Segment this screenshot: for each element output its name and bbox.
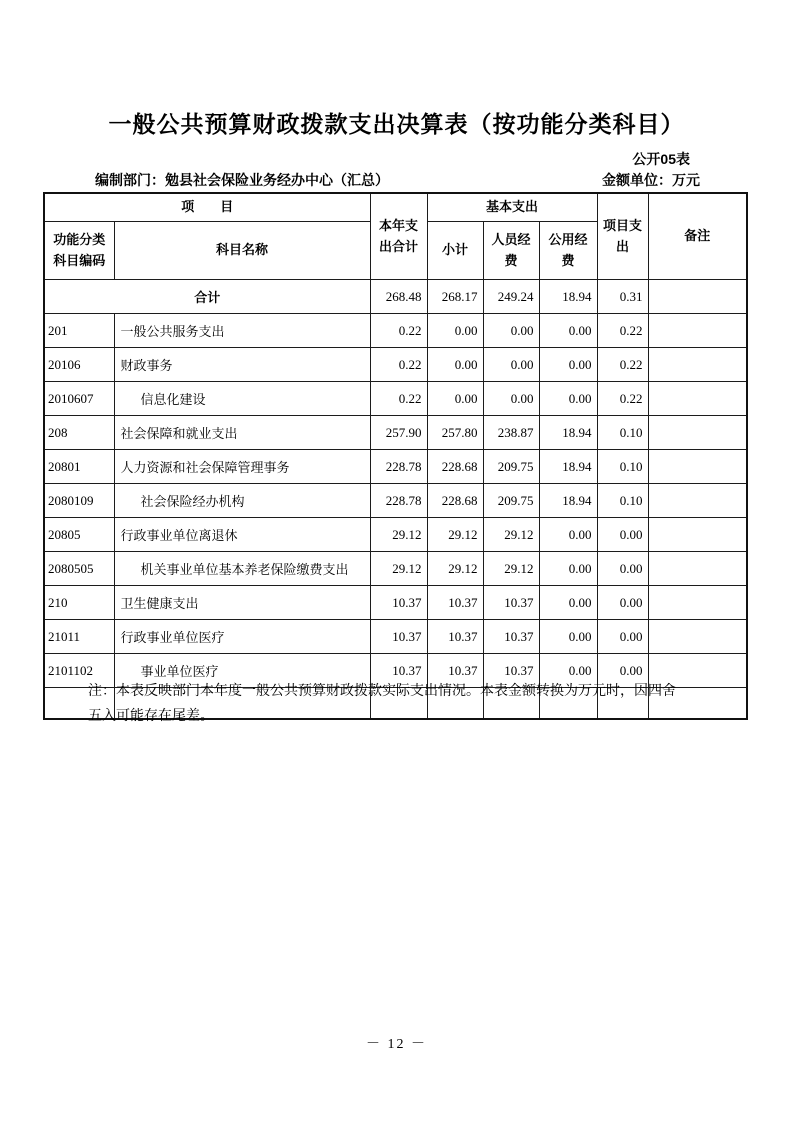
total-row — [44, 280, 747, 314]
header-remark: 备注 — [648, 193, 747, 280]
personnel-cell: 209.75 — [483, 450, 539, 484]
public-cell: 0.00 — [539, 314, 597, 348]
project-cell: 0.22 — [597, 348, 648, 382]
subtotal-cell: 10.37 — [427, 586, 483, 620]
project-cell: 0.10 — [597, 484, 648, 518]
header-public-expense: 公用经费 — [539, 222, 597, 280]
code-cell: 208 — [44, 416, 114, 450]
subtotal-cell: 0.00 — [427, 382, 483, 416]
subject-name-cell: 社会保险经办机构 — [114, 484, 370, 518]
subtotal-cell: 10.37 — [427, 654, 483, 688]
remark-cell — [648, 450, 747, 484]
table-number: 公开05表 — [632, 151, 690, 167]
personnel-cell: 0.00 — [483, 314, 539, 348]
budget-table — [43, 192, 748, 720]
code-cell: 20801 — [44, 450, 114, 484]
personnel-cell: 29.12 — [483, 552, 539, 586]
remark-cell — [648, 620, 747, 654]
total-project-cell: 0.31 — [597, 280, 648, 314]
header-subject-name: 科目名称 — [114, 222, 370, 280]
subject-name-cell: 社会保障和就业支出 — [114, 416, 370, 450]
subtotal-cell: 228.68 — [427, 450, 483, 484]
project-cell: 0.22 — [597, 382, 648, 416]
table-row — [44, 382, 747, 416]
subject-name-cell: 行政事业单位医疗 — [114, 620, 370, 654]
table-row — [44, 450, 747, 484]
page-number: － 12 － — [366, 1037, 427, 1052]
public-cell: 0.00 — [539, 654, 597, 688]
personnel-cell: 10.37 — [483, 620, 539, 654]
personnel-cell: 0.00 — [483, 382, 539, 416]
subtotal-cell: 0.00 — [427, 314, 483, 348]
year-total-cell: 10.37 — [370, 620, 427, 654]
year-total-cell: 0.22 — [370, 382, 427, 416]
subtotal-cell: 10.37 — [427, 620, 483, 654]
prepared-by-label: 编制部门：勉县社会保险业务经办中心（汇总） — [95, 172, 389, 188]
table-row — [44, 484, 747, 518]
code-cell: 20106 — [44, 348, 114, 382]
public-cell: 18.94 — [539, 484, 597, 518]
remark-cell — [648, 586, 747, 620]
project-cell: 0.00 — [597, 654, 648, 688]
subject-name-cell: 机关事业单位基本养老保险缴费支出 — [114, 552, 370, 586]
total-subtotal-cell: 268.17 — [427, 280, 483, 314]
footnote-line-1: 注：本表反映部门本年度一般公共预算财政拨款实际支出情况。本表金额转换为万元时，因四舍 — [88, 684, 676, 699]
subject-name-cell: 一般公共服务支出 — [114, 314, 370, 348]
personnel-cell: 238.87 — [483, 416, 539, 450]
subtotal-cell: 257.80 — [427, 416, 483, 450]
subject-name-cell: 信息化建设 — [114, 382, 370, 416]
remark-cell — [648, 314, 747, 348]
year-total-cell: 29.12 — [370, 518, 427, 552]
subject-name-cell: 人力资源和社会保障管理事务 — [114, 450, 370, 484]
subtotal-cell: 0.00 — [427, 348, 483, 382]
table-row — [44, 416, 747, 450]
public-cell: 0.00 — [539, 620, 597, 654]
code-cell: 2080505 — [44, 552, 114, 586]
public-cell: 0.00 — [539, 518, 597, 552]
table-row — [44, 620, 747, 654]
project-cell: 0.00 — [597, 620, 648, 654]
personnel-cell: 209.75 — [483, 484, 539, 518]
subject-name-cell: 事业单位医疗 — [114, 654, 370, 688]
table-row — [44, 552, 747, 586]
amount-unit-label: 金额单位：万元 — [602, 172, 700, 188]
project-cell: 0.00 — [597, 518, 648, 552]
project-cell: 0.10 — [597, 450, 648, 484]
project-cell: 0.10 — [597, 416, 648, 450]
project-cell: 0.00 — [597, 586, 648, 620]
total-label-cell: 合计 — [44, 280, 370, 314]
remark-cell — [648, 416, 747, 450]
table-row — [44, 314, 747, 348]
code-cell: 21011 — [44, 620, 114, 654]
project-cell: 0.00 — [597, 552, 648, 586]
subject-name-cell: 财政事务 — [114, 348, 370, 382]
total-year-total-cell: 268.48 — [370, 280, 427, 314]
personnel-cell: 10.37 — [483, 586, 539, 620]
code-cell: 20805 — [44, 518, 114, 552]
year-total-cell: 228.78 — [370, 484, 427, 518]
project-cell: 0.22 — [597, 314, 648, 348]
code-cell: 201 — [44, 314, 114, 348]
table-row — [44, 586, 747, 620]
remark-cell — [648, 484, 747, 518]
subject-name-cell: 卫生健康支出 — [114, 586, 370, 620]
personnel-cell: 29.12 — [483, 518, 539, 552]
personnel-cell: 10.37 — [483, 654, 539, 688]
year-total-cell: 0.22 — [370, 348, 427, 382]
year-total-cell: 228.78 — [370, 450, 427, 484]
public-cell: 0.00 — [539, 348, 597, 382]
public-cell: 0.00 — [539, 382, 597, 416]
footnote — [88, 679, 708, 729]
year-total-cell: 257.90 — [370, 416, 427, 450]
header-basic-group: 基本支出 — [427, 193, 597, 222]
header-year-total: 本年支出合计 — [370, 193, 427, 280]
header-item-group: 项 目 — [44, 193, 370, 222]
remark-cell — [648, 382, 747, 416]
year-total-cell: 10.37 — [370, 654, 427, 688]
table-row — [44, 518, 747, 552]
total-personnel-cell: 249.24 — [483, 280, 539, 314]
subtotal-cell: 29.12 — [427, 518, 483, 552]
page-title: 一般公共预算财政拨款支出决算表（按功能分类科目） — [108, 111, 685, 137]
personnel-cell: 0.00 — [483, 348, 539, 382]
subtotal-cell: 29.12 — [427, 552, 483, 586]
code-cell: 2010607 — [44, 382, 114, 416]
remark-cell — [648, 348, 747, 382]
code-cell: 2101102 — [44, 654, 114, 688]
code-cell: 2080109 — [44, 484, 114, 518]
header-row-groups — [44, 193, 747, 222]
public-cell: 18.94 — [539, 416, 597, 450]
public-cell: 0.00 — [539, 586, 597, 620]
total-public-cell: 18.94 — [539, 280, 597, 314]
year-total-cell: 0.22 — [370, 314, 427, 348]
subject-name-cell: 行政事业单位离退休 — [114, 518, 370, 552]
header-subtotal: 小计 — [427, 222, 483, 280]
year-total-cell: 10.37 — [370, 586, 427, 620]
header-function-code: 功能分类科目编码 — [44, 222, 114, 280]
header-personnel-expense: 人员经费 — [483, 222, 539, 280]
header-project-expense: 项目支出 — [597, 193, 648, 280]
subtotal-cell: 228.68 — [427, 484, 483, 518]
code-cell: 210 — [44, 586, 114, 620]
public-cell: 0.00 — [539, 552, 597, 586]
table-row — [44, 348, 747, 382]
public-cell: 18.94 — [539, 450, 597, 484]
remark-cell — [648, 518, 747, 552]
remark-cell — [648, 552, 747, 586]
footnote-line-2: 五入可能存在尾差。 — [88, 709, 214, 724]
year-total-cell: 29.12 — [370, 552, 427, 586]
total-remark-cell — [648, 280, 747, 314]
